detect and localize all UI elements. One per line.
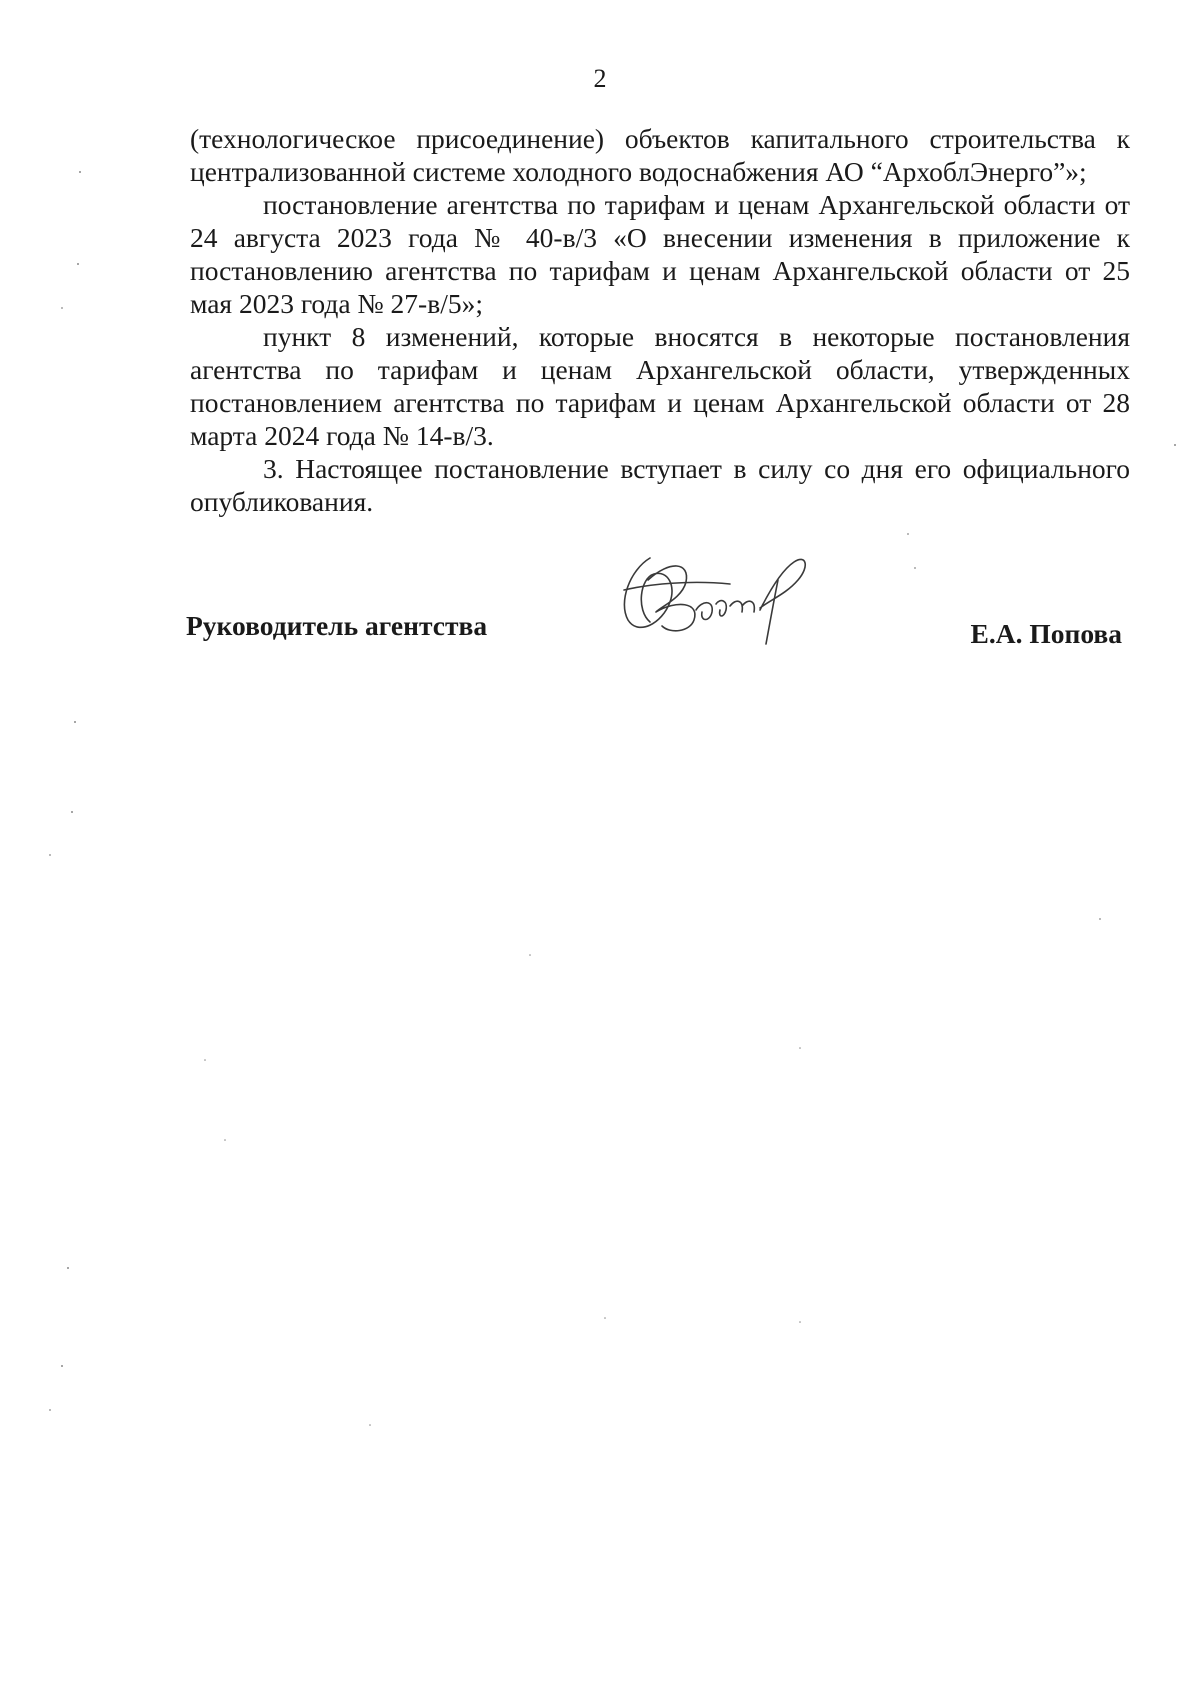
signatory-role: Руководитель агентства — [186, 610, 488, 641]
signatory-name: Е.А. Попова — [970, 618, 1122, 649]
page-number: 2 — [593, 64, 607, 93]
document-body — [190, 122, 1130, 518]
paragraph-resolution-40: постановление агентства по тарифам и ценам Архангельской области от 24 августа 2023 года № 40-в/3 «О внесении изменения в приложение к постановлению агентства по тарифам и ценам Архангельской области от 25 мая 2023 года № 27-в/5»; — [190, 189, 1130, 319]
handwritten-signature-icon — [610, 540, 820, 650]
paragraph-continuation: (технологическое присоединение) объектов капитального строительства к централизованной системе холодного водоснабжения АО “АрхоблЭнерго”»; — [190, 123, 1130, 187]
paragraph-item-8: пункт 8 изменений, которые вносятся в некоторые постановления агентства по тарифам и ценам Архангельской области, утвержденных постановлением агентства по тарифам и ценам Архангельской области от 28 марта 2024 года № 14-в/3. — [190, 321, 1130, 451]
paragraph-effective-date: 3. Настоящее постановление вступает в силу со дня его официального опубликования. — [190, 453, 1130, 517]
